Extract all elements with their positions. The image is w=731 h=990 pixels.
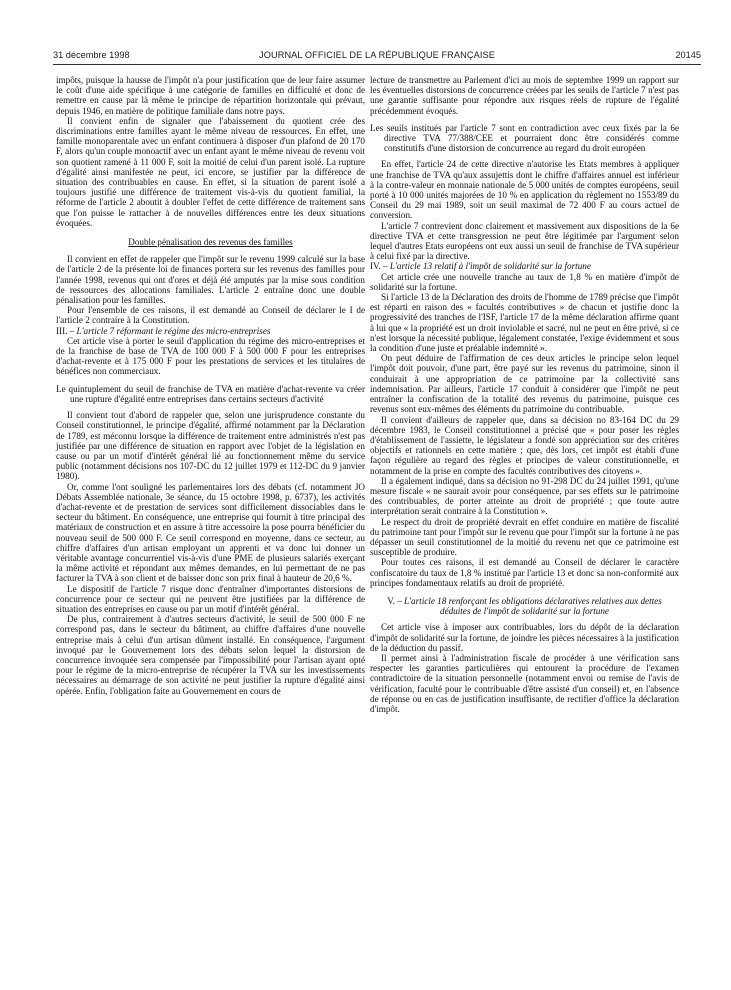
section-number: III. – <box>56 325 75 336</box>
paragraph: Si l'article 13 de la Déclaration des droits de l'homme de 1789 précise que l'impôt est réparti en raison des « facultés contributives » de chacun et justifie donc la progressivité des tranches de l'ISF, l'article 17 de la même déclaration affirme quant à lui que « la propriété est un droit inviolable et sacré, nul ne peut en être privé, si ce n'est lorsque la nécessité publique, légalement constatée, l'exige évidemment et sous la condition d'une juste et préalable indemnité ». <box>370 292 679 354</box>
paragraph: Cet article crée une nouvelle tranche au taux de 1,8 % en matière d'impôt de solidarité sur la fortune. <box>370 271 679 292</box>
left-column <box>56 75 365 696</box>
section-heading-v <box>380 596 669 616</box>
paragraph: Le dispositif de l'article 7 risque donc d'entraîner d'importantes distorsions de concurrence pour ce secteur qui ne peuvent être justifiées par la différence de situation des entreprises en cause ou par un motif d'intérêt général. <box>56 583 365 614</box>
paragraph: lecture de transmettre au Parlement d'ici au mois de septembre 1999 un rapport sur les éventuelles distorsions de concurrence créées par les seuils de l'article 7 n'est pas une garantie suffisante pour répondre aux risques réels de rupture de l'égalité précédemment évoqués. <box>370 75 679 116</box>
right-column <box>370 75 679 714</box>
paragraph: L'article 7 contrevient donc clairement et massivement aux dispositions de la 6e directive TVA et cette transgression ne peut être légitimée par l'argument selon lequel d'autres Etats européens ont eux aussi un seuil de franchise de TVA supérieur à celui fixé par la directive. <box>370 220 679 262</box>
paragraph: On peut déduire de l'affirmation de ces deux articles le principe selon lequel l'impôt doit pouvoir, d'une part, être payé sur les revenus du patrimoine, sinon il conduirait à une appropriation de ce patrimoine par la collectivité sans indemnisation. Par ailleurs, l'article 17 conduit à considérer que l'impôt ne peut entraîner la confiscation de la totalité des revenus du patrimoine, puisque ces revenus sont eux-mêmes des éléments du patrimoine du contribuable. <box>370 353 679 415</box>
subheading-double-penalisation: Double pénalisation des revenus des familles <box>128 237 293 248</box>
paragraph: De plus, contrairement à d'autres secteurs d'activité, le seuil de 500 000 F ne correspond pas, dans le secteur du bâtiment, au chiffre d'affaires d'une nouvelle entreprise mais à celui d'un artisan dûment installé. En conséquence, l'argument invoqué par le Gouvernement lors des débats selon lequel la distorsion de concurrence invoquée sera compensée par l'impossibilité pour l'artisan ayant opté pour le régime de la micro-entreprise de récupérer la TVA sur les investissements nécessaires au démarrage de son activité ne peut justifier la rupture d'égalité ainsi opérée. Enfin, l'obligation faite au Gouvernement en cours de <box>56 614 365 696</box>
section-title: L'article 7 réformant le régime des micro-entreprises <box>76 325 271 336</box>
paragraph: Pour l'ensemble de ces raisons, il est demandé au Conseil de déclarer le I de l'article 2 contraire à la Constitution. <box>56 305 365 326</box>
section-title: L'article 18 renforçant les obligations déclaratives relatives aux dettes déduites de l'impôt de solidarité sur la fortune <box>404 595 662 617</box>
paragraph: Il a également indiqué, dans sa décision no 91-298 DC du 24 juillet 1991, qu'une mesure fiscale « ne saurait avoir pour conséquence, par ses effets sur le patrimoine des contribuables, de porter atteinte au droit de propriété ; que toute autre interprétation serait contraire à la Constitution ». <box>370 475 679 517</box>
header-date: 31 décembre 1998 <box>53 50 130 60</box>
paragraph: Il convient d'ailleurs de rappeler que, dans sa décision no 83-164 DC du 29 décembre 1983, le Conseil constitutionnel a précisé que « pour poser les règles d'établissement de l'assiette, le législateur a fondé son appréciation sur des critères objectifs et rationnels en cette matière ; que, dès lors, cet impôt est établi d'une façon régulière au regard des règles et principes de valeur constitutionnelle, et notamment de la prise en compte des facultés contributives des citoyens ». <box>370 414 679 476</box>
paragraph: Pour toutes ces raisons, il est demandé au Conseil de déclarer le caractère confiscatoire du taux de 1,8 % institué par l'article 13 et donc sa non-conformité aux principes fondamentaux relatifs au droit de propriété. <box>370 557 679 588</box>
header-rule <box>53 64 701 65</box>
paragraph: Il permet ainsi à l'administration fiscale de procéder à une vérification sans respecter les garanties particulières qui entourent la procédure de l'examen contradictoire de la situation personnelle (notamment envoi ou remise de l'avis de vérification, faculté pour le contribuable d'être assisté d'un conseil) et, en l'absence de réponse ou en cas de justification insuffisante, de rectifier d'office la déclaration d'impôt. <box>370 652 679 714</box>
section-title: L'article 13 relatif à l'impôt de solidarité sur la fortune <box>389 261 591 272</box>
section-heading-iv <box>370 261 679 271</box>
paragraph: Or, comme l'ont souligné les parlementaires lors des débats (cf. notamment JO Débats Assemblée nationale, 3e séance, du 15 octobre 1998, p. 6737), les activités d'achat-revente et de prestation de services sont difficilement dissociables dans le secteur du bâtiment. En conséquence, une entreprise qui fournit à titre principal des matériaux de construction et en assure à titre accessoire la pose pourra bénéficier du nouveau seuil de 500 000 F. Ce seuil correspond en moyenne, dans ce secteur, au chiffre d'affaires d'un artisan employant un apprenti et va donc lui donner un véritable avantage concurrentiel vis-à-vis d'une PME de plusieurs salariés exerçant la même activité et répondant aux mêmes demandes, en lui permettant de ne pas facturer la TVA à son client et de baisser donc son prix final à hauteur de 20,6 %. <box>56 481 365 584</box>
argument-heading: Les seuils institués par l'article 7 sont en contradiction avec ceux fixés par la 6e directive TVA 77/388/CEE et pourraient donc être considérés comme constitutifs d'une distorsion de concurrence au regard du droit européen <box>370 122 679 154</box>
paragraph: Le respect du droit de propriété devrait en effet conduire en matière de fiscalité du patrimoine tant pour l'impôt sur le revenu que pour l'impôt sur la fortune à ne pas dépasser un seuil constitutionnel de la moitié du revenu net que ce patrimoine est susceptible de produire. <box>370 516 679 558</box>
section-number: IV. – <box>370 261 388 272</box>
paragraph: Cet article vise à imposer aux contribuables, lors du dépôt de la déclaration d'impôt de solidarité sur la fortune, de joindre les pièces nécessaires à la justification de la déduction du passif. <box>370 622 679 653</box>
journal-title: JOURNAL OFFICIEL DE LA RÉPUBLIQUE FRANÇAISE <box>259 50 495 60</box>
paragraph: Il convient enfin de signaler que l'abaissement du quotient crée des discriminations entre familles ayant le même niveau de ressources. En effet, une famille monoparentale avec un enfant continuera à disposer d'un plafond de 20 170 F, alors qu'un couple monoactif avec un enfant ayant le même niveau de revenu voit son quotient ramené à 11 000 F, soit la moitié de celui d'un parent isolé. La rupture d'égalité ainsi manifestée ne peut, ici encore, se justifier par la différence de situation des contribuables en cause. En effet, si la situation de parent isolé a toujours justifié une différence de traitement vis-à-vis du quotient familial, la réforme de l'article 2 aboutit à doubler l'effet de cette différence de traitement sans que l'on puisse le rattacher à de nouvelles différences entre les deux situations évoquées. <box>56 115 365 228</box>
page-number: 20145 <box>675 50 701 60</box>
paragraph: impôts, puisque la hausse de l'impôt n'a pour justification que de leur faire assumer le coût d'une aide spécifique à une catégorie de familles en difficulté et donc de remettre en cause par là même le principe de répartition horizontale qui prévaut, depuis 1946, en matière de politique familiale dans notre pays. <box>56 75 365 116</box>
running-header <box>53 50 701 64</box>
paragraph: En effet, l'article 24 de cette directive n'autorise les Etats membres à appliquer une franchise de TVA qu'aux assujettis dont le chiffre d'affaires annuel est inférieur à la contre-valeur en monnaie nationale de 5 000 unités de comptes européens, seuil porté à 10 000 unités majorées de 10 % en application du règlement no 1553/89 du Conseil du 29 mai 1989, soit un seuil maximal de 72 400 F au cours actuel de conversion. <box>370 159 679 221</box>
section-heading-iii <box>56 326 365 336</box>
section-number: V. – <box>387 595 402 606</box>
paragraph: Il convient tout d'abord de rappeler que, selon une jurisprudence constante du Conseil constitutionnel, le principe d'égalité, affirmé notamment par la Déclaration de 1789, est méconnu lorsque la différence de traitement entre administrés n'est pas justifiée par une différence de situation en rapport avec l'objet de la législation en cause ou par un motif d'intérêt général lié au fonctionnement même du service public (notamment décisions nos 107-DC du 12 juillet 1979 et 112-DC du 9 janvier 1980). <box>56 410 365 482</box>
argument-heading: Le quintuplement du seuil de franchise de TVA en matière d'achat-revente va créer une rupture d'égalité entre entreprises dans certains secteurs d'activité <box>56 383 365 404</box>
paragraph: Cet article vise à porter le seuil d'application du régime des micro-entreprises et de la franchise de base de TVA de 100 000 F à 500 000 F pour les entreprises d'achat-revente et à 175 000 F pour les prestations de services et les titulaires de bénéfices non commerciaux. <box>56 335 365 377</box>
paragraph: Il convient en effet de rappeler que l'impôt sur le revenu 1999 calculé sur la base de l'article 2 de la présente loi de finances portera sur les revenus des familles pour l'année 1998, revenus qui ont d'ores et déjà été amputés par la mise sous condition de ressources des allocations familiales. L'article 2 entraîne donc une double pénalisation pour les familles. <box>56 254 365 306</box>
